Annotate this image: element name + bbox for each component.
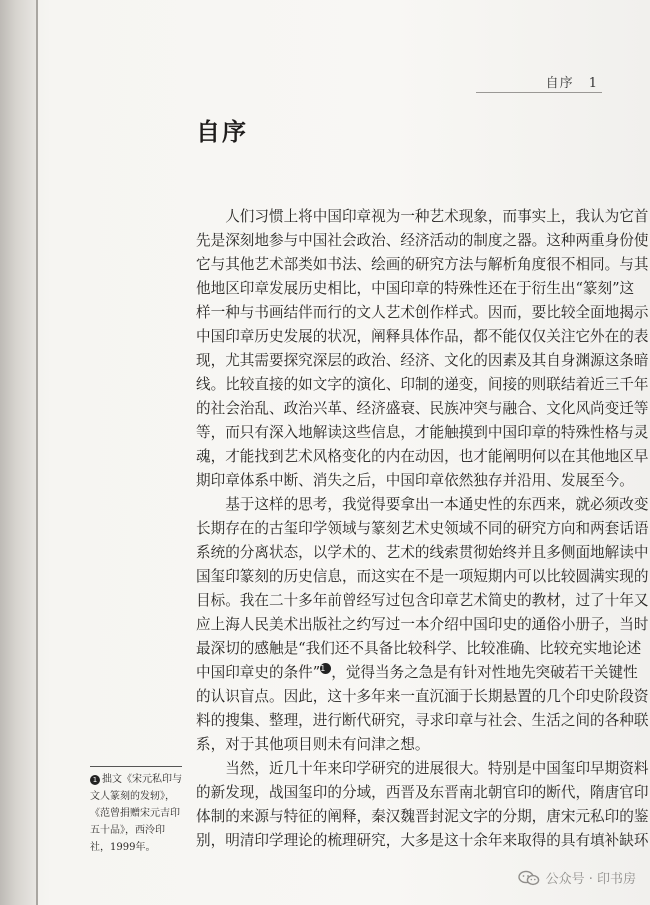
footnote-rule — [90, 766, 182, 767]
text-line: 他地区印章发展历史相比，中国印章的特殊性还在于衍生出“篆刻”这 — [196, 280, 635, 297]
text-line: 现，尤其需要探究深层的政治、经济、文化的因素及其自身渊源这条暗 — [196, 352, 649, 369]
text-line: 人们习惯上将中国印章视为一种艺术现象，而事实上，我认为它首 — [196, 208, 649, 225]
text-line: 系统的分离状态，以学术的、艺术的线索贯彻始终并且多侧面地解读中 — [196, 544, 649, 561]
watermark — [518, 868, 636, 887]
page-edge — [36, 0, 38, 905]
text-line: 期印章体系中断、消失之后，中国印章依然独存并沿用、发展至今。 — [196, 472, 634, 489]
text-line: 最深切的感触是“我们还不具备比较科学、比较准确、比较充实地论述 — [196, 640, 642, 657]
text-segment: ，觉得当务之急是有针对性地先突破若干关键性 — [331, 664, 638, 681]
running-head — [546, 72, 598, 91]
footnote-text: 拙文《宋元私印与 — [102, 774, 182, 785]
footnote-reference-marker: 1 — [320, 663, 331, 674]
text-line: 的社会治乱、政治兴革、经济盛衰、民族冲突与融合、文化风尚变迁等 — [196, 400, 649, 417]
text-line: 魂，才能找到艺术风格变化的内在动因，也才能阐明何以在其他地区早 — [196, 448, 649, 465]
text-line-with-note — [196, 661, 638, 685]
page-number: 1 — [588, 76, 598, 91]
body-text — [196, 205, 649, 853]
text-line: 的新发现，战国玺印的分域，西晋及东晋南北朝官印的断代，隋唐官印 — [196, 784, 649, 801]
text-line: 料的搜集、整理，进行断代研究，寻求印章与社会、生活之间的各种联 — [196, 712, 649, 729]
watermark-text: 公众号 · 印书房 — [545, 872, 636, 887]
text-line: 国玺印篆刻的历史信息，而这实在不是一项短期内可以比较圆满实现的 — [196, 568, 649, 585]
text-line: 样一种与书画结伴而行的文人艺术创作样式。因而，要比较全面地揭示 — [196, 304, 649, 321]
text-line: 系，对于其他项目则未有问津之想。 — [196, 736, 430, 753]
footnote-line: 社，1999年。 — [90, 842, 156, 853]
footnote-marker: 1 — [90, 775, 100, 785]
text-line: 别，明清印学理论的梳理研究，大多是这十余年来取得的具有填补缺环 — [196, 832, 649, 849]
text-line: 先是深刻地参与中国社会政治、经济活动的制度之器。这种两重身份使 — [196, 232, 649, 249]
footnote-line — [90, 771, 190, 788]
running-head-title: 自序 — [545, 76, 574, 91]
footnote-line: 《范曾捐赠宋元吉印 — [90, 808, 180, 819]
wechat-icon — [518, 870, 540, 886]
text-line: 当然，近几十年来印学研究的进展很大。特别是中国玺印早期资料 — [196, 760, 649, 777]
text-line: 长期存在的古玺印学领域与篆刻艺术史领域不同的研究方向和两套话语 — [196, 520, 649, 537]
text-line: 应上海人民美术出版社之约写过一本介绍中国印史的通俗小册子，当时 — [196, 616, 649, 633]
text-segment: 中国印章史的条件” — [196, 664, 321, 681]
text-line: 等，而只有深入地解读这些信息，才能触摸到中国印章的特殊性格与灵 — [196, 424, 649, 441]
text-line: 它与其他艺术部类如书法、绘画的研究方法与解析角度很不相同。与其 — [196, 256, 649, 273]
text-line: 体制的来源与特征的阐释，秦汉魏晋封泥文字的分期，唐宋元私印的鉴 — [196, 808, 649, 825]
footnote — [90, 771, 190, 856]
footnote-line: 五十品》，西泠印 — [90, 825, 165, 836]
text-line: 的认识盲点。因此，这十多年来一直沉湎于长期悬置的几个印史阶段资 — [196, 688, 649, 705]
chapter-title: 自序 — [196, 118, 248, 146]
running-head-rule — [476, 92, 602, 93]
footnote-line: 文人篆刻的发轫》， — [90, 791, 175, 802]
text-line: 线。比较直接的如文字的演化、印制的递变，间接的则联结着近三千年 — [196, 376, 649, 393]
text-line: 目标。我在二十多年前曾经写过包含印章艺术简史的教材，过了十年又 — [196, 592, 649, 609]
text-line: 基于这样的思考，我觉得要拿出一本通史性的东西来，就必须改变 — [196, 496, 649, 513]
book-gutter — [0, 0, 36, 905]
text-line: 中国印章历史发展的状况，阐释具体作品，都不能仅仅关注它外在的表 — [196, 328, 649, 345]
